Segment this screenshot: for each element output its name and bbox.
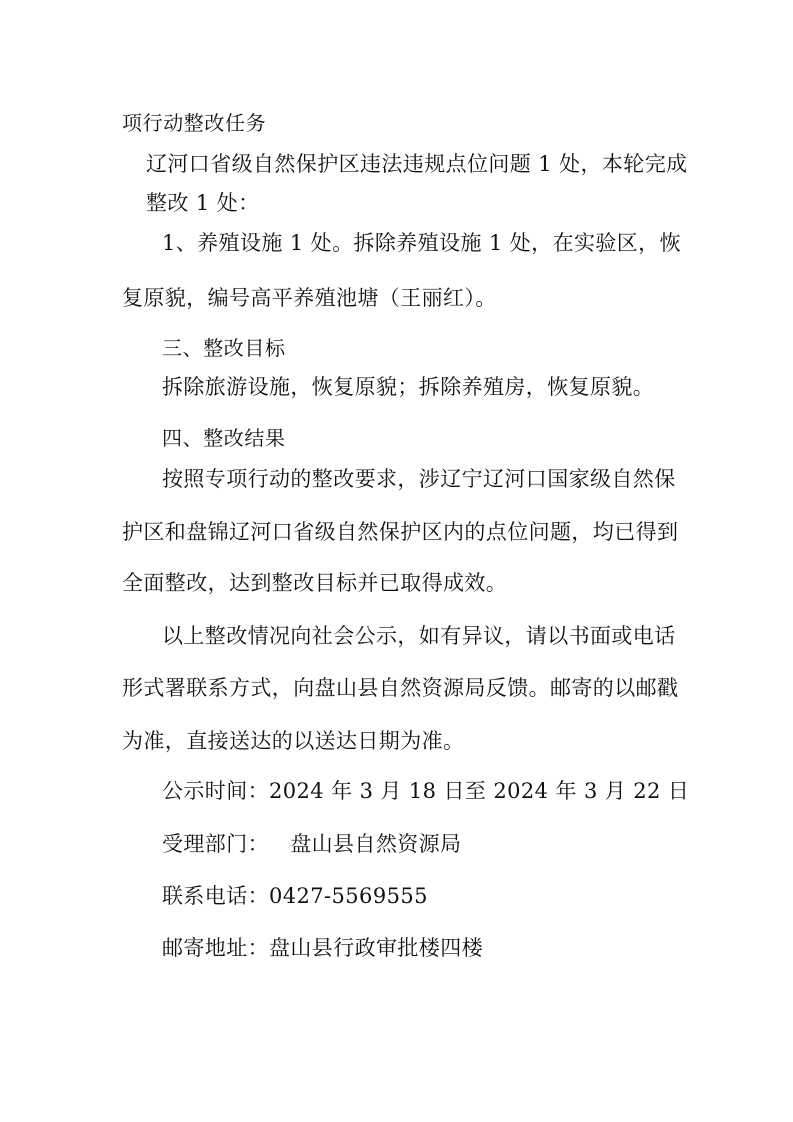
result-line-1: 按照专项行动的整改要求，涉辽宁辽河口国家级自然保 bbox=[162, 467, 676, 491]
heading-goal: 三、整改目标 bbox=[162, 336, 286, 360]
paragraph-1-line-1: 辽河口省级自然保护区违法违规点位问题 1 处，本轮完成 bbox=[146, 152, 688, 176]
item-1-line-2: 复原貌，编号高平养殖池塘（王丽红）。 bbox=[122, 286, 497, 310]
publicity-time: 公示时间：2024 年 3 月 18 日至 2024 年 3 月 22 日 bbox=[162, 779, 690, 803]
mailing-address: 邮寄地址：盘山县行政审批楼四楼 bbox=[162, 936, 483, 960]
notice-line-2: 形式署联系方式，向盘山县自然资源局反馈。邮寄的以邮戳 bbox=[122, 676, 679, 700]
department: 受理部门： 盘山县自然资源局 bbox=[162, 832, 462, 856]
item-1-line-1: 1、养殖设施 1 处。拆除养殖设施 1 处，在实验区，恢 bbox=[162, 231, 681, 255]
goal-text: 拆除旅游设施，恢复原貌；拆除养殖房，恢复原貌。 bbox=[162, 375, 655, 399]
contact-phone: 联系电话：0427-5569555 bbox=[162, 884, 428, 908]
notice-line-3: 为准，直接送达的以送达日期为准。 bbox=[122, 729, 465, 753]
heading-result: 四、整改结果 bbox=[162, 426, 286, 450]
notice-line-1: 以上整改情况向社会公示，如有异议，请以书面或电话 bbox=[162, 624, 676, 648]
result-line-3: 全面整改，达到整改目标并已取得成效。 bbox=[122, 571, 508, 595]
paragraph-1-line-2: 整改 1 处： bbox=[146, 191, 260, 215]
result-line-2: 护区和盘锦辽河口省级自然保护区内的点位问题，均已得到 bbox=[122, 520, 679, 544]
section-title: 项行动整改任务 bbox=[122, 111, 267, 135]
